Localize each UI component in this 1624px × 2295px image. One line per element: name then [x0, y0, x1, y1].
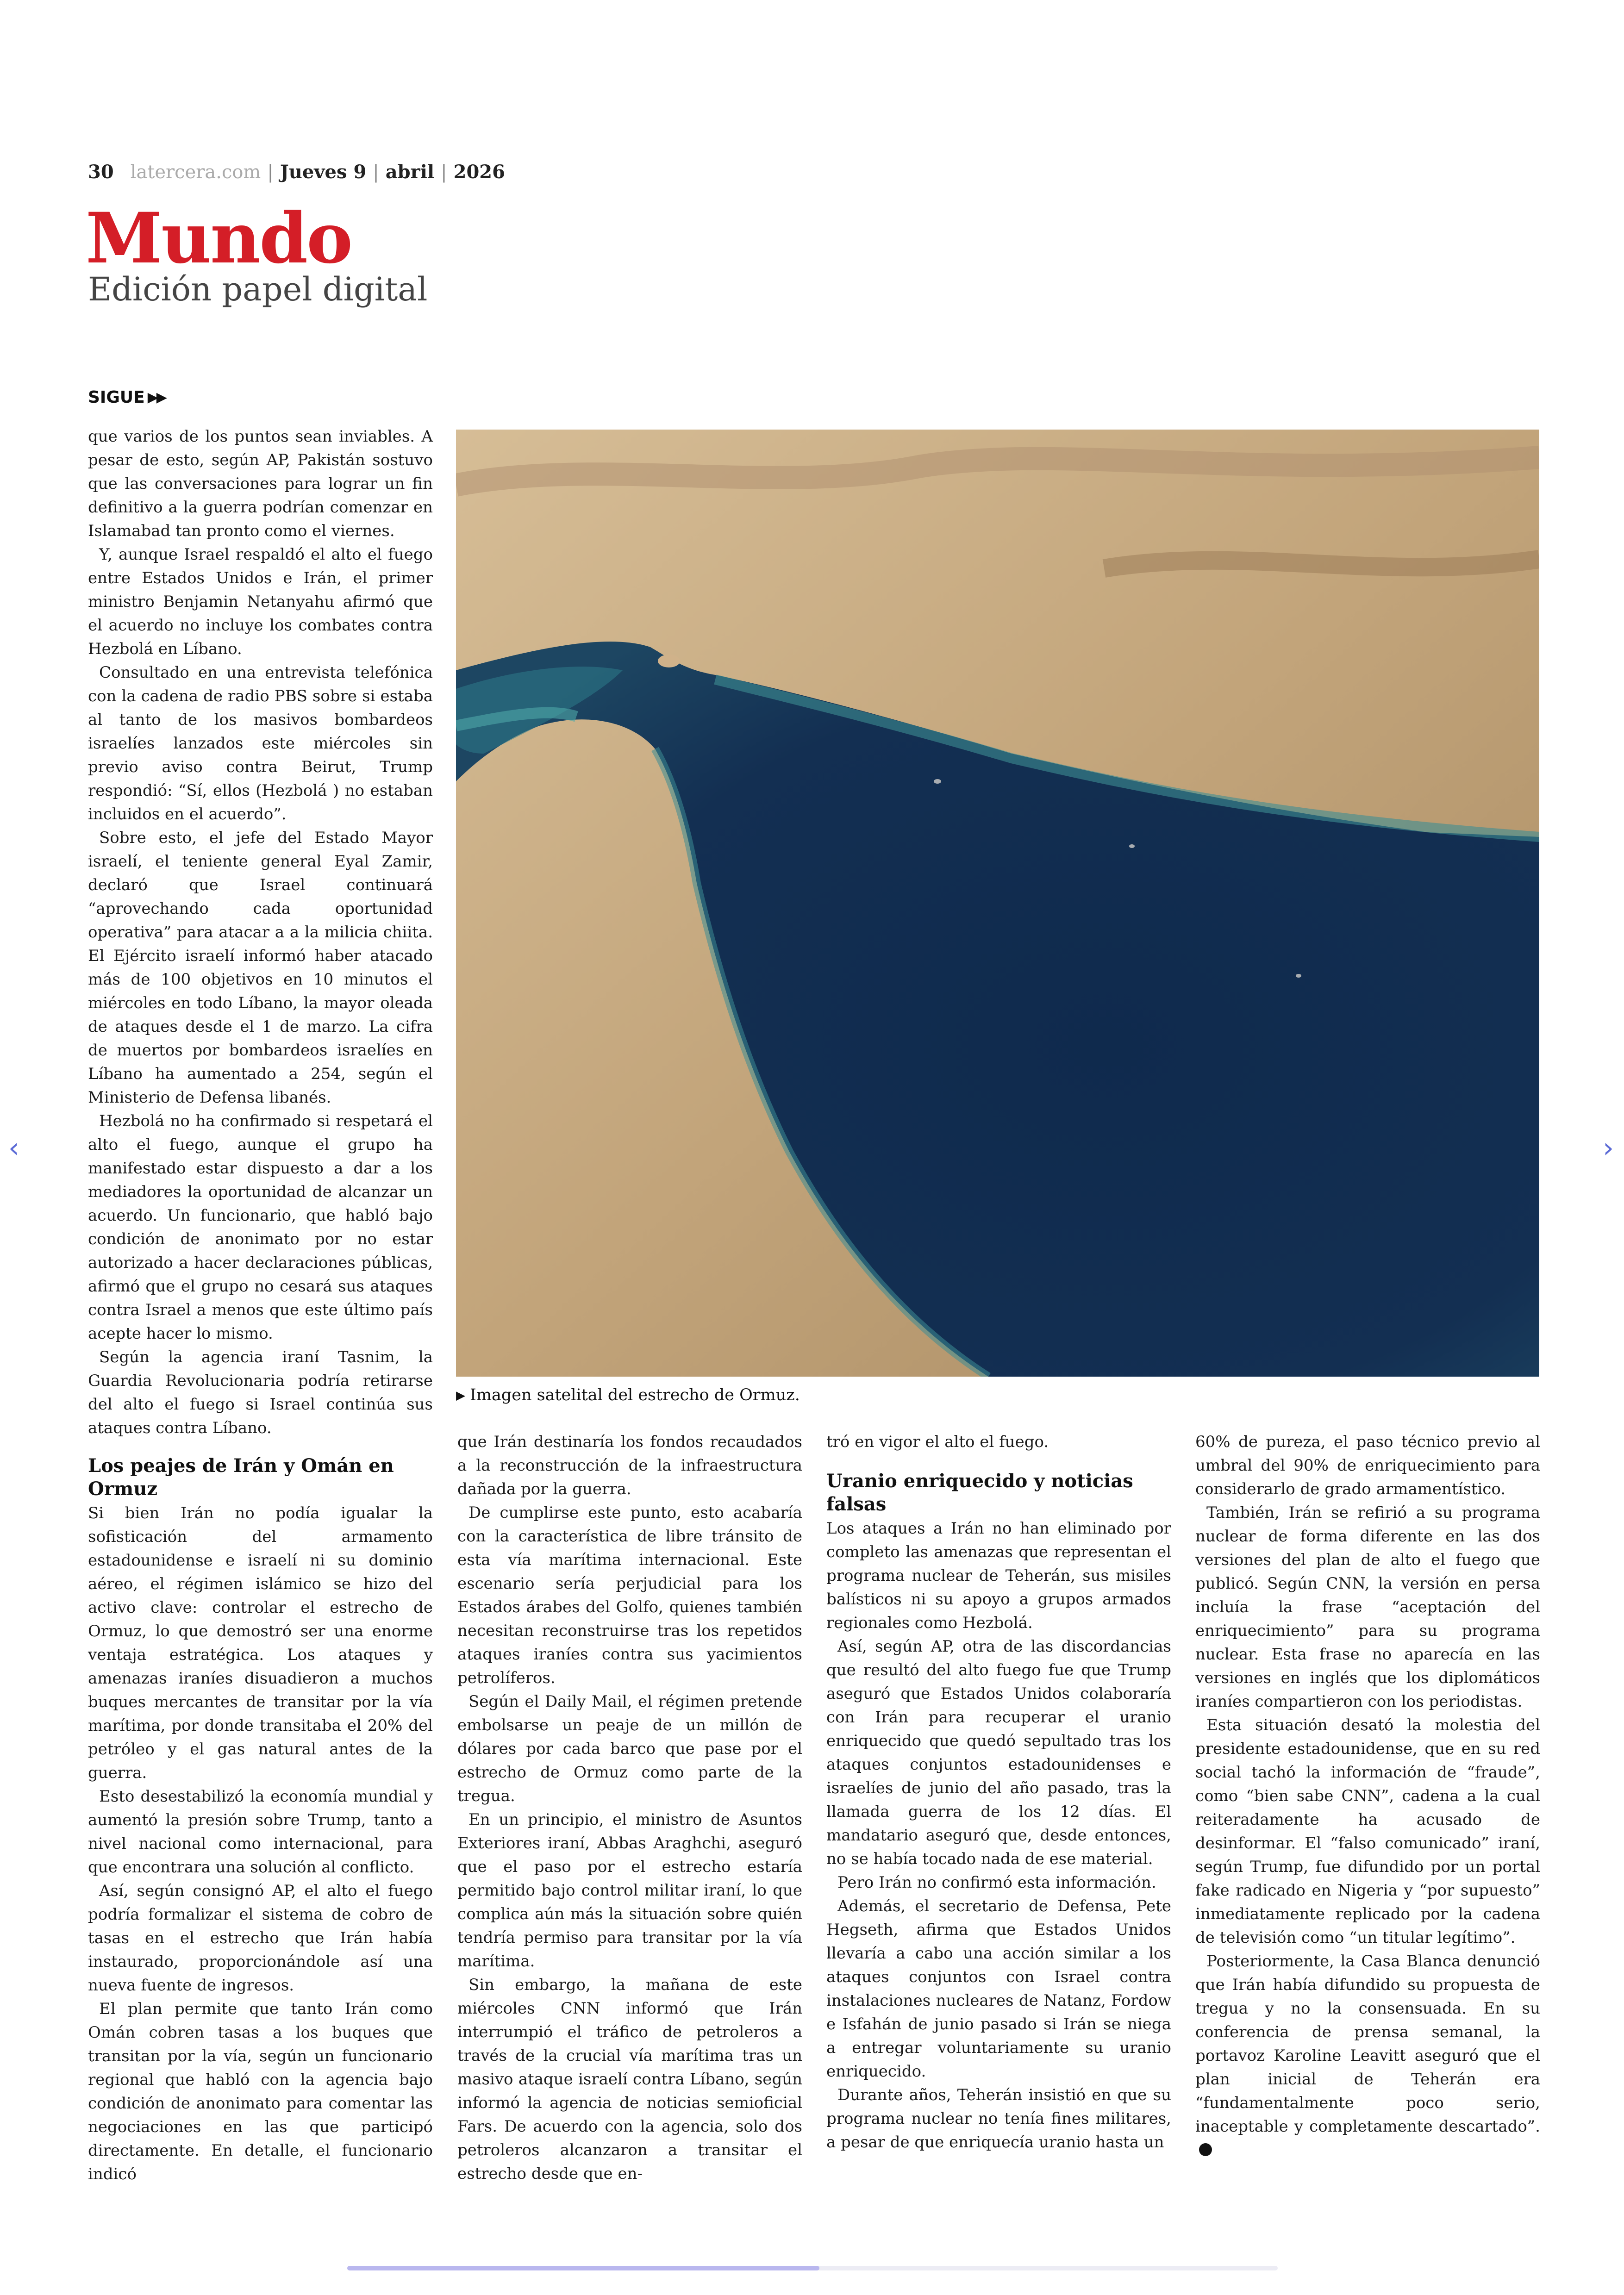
page-scroll-thumb[interactable]: [347, 2266, 819, 2270]
paragraph: Durante años, Teherán insistió en que su programa nuclear no tenía fines militares, a pesar de que enriquecía uranio hasta un: [826, 2086, 1171, 2152]
paragraph: Hezbolá no ha confirmado si respetará el alto el fuego, aunque el grupo ha manifestado estar dispuesto a dar a los mediadores la oportunidad de alcanzar un acuerdo. Un funcionario, que habló bajo condición de anonimato por no estar autorizado a hacer declaraciones públicas, afirmó que el grupo no cesará sus ataques contra Israel a menos que este último país acepte hacer lo mismo.: [88, 1112, 433, 1343]
paragraph: Según el Daily Mail, el régimen pretende embolsarse un peaje de un millón de dólares por cada barco que pase por el estrecho de Ormuz como parte de la tregua.: [457, 1692, 802, 1805]
paragraph: tró en vigor el alto el fuego.: [826, 1433, 1049, 1451]
paragraph: De cumplirse este punto, esto acabaría con la característica de libre tránsito de esta vía marítima internacional. Este escenario sería perjudicial para los Estados árabes del Golfo, quienes también necesitan reconstruirse tras los repetidos ataques iraníes contra sus yacimientos petrolíferos.: [457, 1503, 802, 1687]
site-name[interactable]: latercera.com: [130, 161, 261, 183]
paragraph: 60% de pureza, el paso técnico previo al umbral del 90% de enriquecimiento para considerarlo de grado armamentístico.: [1195, 1433, 1540, 1498]
paragraph: En un principio, el ministro de Asuntos Exteriores iraní, Abbas Araghchi, aseguró que el paso por el estrecho estaría permitido bajo control militar iraní, lo que complica aún más la situación sobre quién tendría permiso para transitar por la vía marítima.: [457, 1810, 802, 1971]
section-subtitle: Edición papel digital: [88, 270, 428, 308]
paragraph: que Irán destinaría los fondos recaudados a la reconstrucción de la infraestructura dañada por la guerra.: [457, 1433, 802, 1498]
paragraph: Según la agencia iraní Tasnim, la Guardia Revolucionaria podría retirarse del alto el fuego si Israel continúa sus ataques contra Líbano.: [88, 1348, 433, 1437]
caption-arrow-icon: ▶: [456, 1389, 465, 1403]
paragraph: Los ataques a Irán no han eliminado por completo las amenazas que representan el programa nuclear de Teherán, sus misiles balísticos ni su apoyo a grupos armados regionales como Hezbolá.: [826, 1519, 1171, 1632]
caption-text: Imagen satelital del estrecho de Ormuz.: [470, 1386, 800, 1404]
separator: |: [373, 161, 379, 183]
paragraph: Consultado en una entrevista telefónica con la cadena de radio PBS sobre si estaba al tanto de los masivos bombardeos israelíes lanzados este miércoles sin previo aviso contra Beirut, Trump respondió: “Sí, ellos (Hezbolá ) no estaban incluidos en el acuerdo”.: [88, 663, 433, 823]
paragraph: Sobre esto, el jefe del Estado Mayor israelí, el teniente general Eyal Zamir, declaró que Israel continuará “aprovechando cada oportunidad operativa” para atacar a a la milicia chiita. El Ejército israelí informó haber atacado más de 100 objetivos en 10 minutos el miércoles en todo Líbano, la mayor oleada de ataques desde el 1 de marzo. La cifra de muertos por bombardeos israelíes en Líbano ha aumentado a 254, según el Ministerio de Defensa libanés.: [88, 829, 433, 1107]
paragraph: Si bien Irán no podía igualar la sofisticación del armamento estadounidense e israelí ni su dominio aéreo, el régimen islámico se hizo del activo clave: controlar el estrecho de Ormuz, lo que demostró ser una enorme ventaja estratégica. Los ataques y amenazas iraníes disuadieron a muchos buques mercantes de transitar por la vía marítima, por donde transitaba el 20% del petróleo y el gas natural antes de la guerra.: [88, 1504, 433, 1782]
paragraph: Además, el secretario de Defensa, Pete Hegseth, afirma que Estados Unidos llevaría a cabo una acción similar a los ataques conjuntos con Israel contra instalaciones nucleares de Natanz, Fordow e Isfahán de junio pasado si Irán se niega a entregar voluntariamente su uranio enriquecido.: [826, 1897, 1171, 2081]
separator: |: [267, 161, 274, 183]
continues-label: [88, 388, 165, 407]
article-column-1-bottom: [88, 1454, 433, 2186]
double-arrow-icon: ▶▶: [147, 389, 165, 405]
paragraph: [1195, 1950, 1540, 2162]
paragraph: Esta situación desató la molestia del presidente estadounidense, que en su red social tachó la información de “fraude”, como “bien sabe CNN”, cadena a la cual reiteradamente ha acusado de desinformar. El “falso comunicado” iraní, según Trump, fue difundido por un portal fake radicado en Nigeria y “por supuesto” inmediatamente replicado por la cadena de televisión como “un titular legítimo”.: [1195, 1716, 1540, 1947]
separator: |: [441, 161, 447, 183]
section-title: Mundo: [86, 198, 352, 279]
page-header: [88, 161, 505, 183]
paragraph-text: Posteriormente, la Casa Blanca denunció que Irán había difundido su propuesta de tregua y no la consensuada. En su conferencia de prensa semanal, la portavoz Karoline Leavitt aseguró que el plan inicial de Teherán era “fundamentalmente poco serio, inaceptable y completamente descartado”.: [1195, 1952, 1540, 2136]
article-column-2: [457, 1430, 802, 2186]
end-mark-icon: [1199, 2143, 1212, 2156]
paragraph: El plan permite que tanto Irán como Omán cobren tasas a los buques que transitan por la vía, según un funcionario regional que habló con la agencia bajo condición de anonimato para comentar las negociaciones en las que participó directamente. En detalle, el funcionario indicó: [88, 2000, 433, 2183]
page-scroll-track[interactable]: [347, 2266, 1278, 2270]
paragraph: También, Irán se refirió a su programa nuclear de forma diferente en las dos versiones del plan de alto el fuego que publicó. Según CNN, la versión en persa incluía la frase “aceptación del enriquecimiento” para su programa nuclear. Esta frase no aparecía en las versiones en inglés que los diplomáticos iraníes compartieron con los periodistas.: [1195, 1503, 1540, 1711]
subheading: Uranio enriquecido y noticias falsas: [826, 1470, 1133, 1515]
strait-of-hormuz-image: [456, 430, 1539, 1377]
paragraph: Sin embargo, la mañana de este miércoles CNN informó que Irán interrumpió el tráfico de petroleros a través de la crucial vía marítima tras un masivo ataque israelí contra Líbano, según informó la agencia de noticias semioficial Fars. De acuerdo con la agencia, solo dos petroleros alcanzaron a transitar el estrecho desde que en-: [457, 1976, 802, 2183]
article-column-4: [1195, 1430, 1540, 2162]
subheading: Los peajes de Irán y Omán en Ormuz: [88, 1455, 394, 1500]
paragraph: Así, según consignó AP, el alto el fuego podría formalizar el sistema de cobro de tasas en el estrecho que Irán había instaurado, proporcionándole así una nueva fuente de ingresos.: [88, 1882, 433, 1995]
satellite-photo: [456, 430, 1539, 1377]
paragraph: Pero Irán no confirmó esta información.: [837, 1873, 1156, 1892]
paragraph: Esto desestabilizó la economía mundial y aumentó la presión sobre Trump, tanto a nivel nacional como internacional, para que encontrara una solución al conflicto.: [88, 1787, 433, 1877]
paragraph: que varios de los puntos sean inviables. A pesar de esto, según AP, Pakistán sostuvo que las conversaciones para lograr un fin definitivo a la guerra podrían comenzar en Islamabad tan pronto como el viernes.: [88, 427, 433, 540]
article-column-1: [88, 425, 433, 1440]
date-weekday: Jueves 9: [280, 161, 367, 183]
photo-caption: [456, 1386, 800, 1404]
continues-text: SIGUE: [88, 388, 145, 407]
previous-page-button[interactable]: ‹: [8, 1132, 19, 1164]
paragraph: Y, aunque Israel respaldó el alto el fuego entre Estados Unidos e Irán, el primer ministro Benjamin Netanyahu afirmó que el acuerdo no incluye los combates contra Hezbolá en Líbano.: [88, 545, 433, 658]
paragraph: Así, según AP, otra de las discordancias que resultó del alto fuego fue que Trump aseguró que Estados Unidos colaboraría con Irán para recuperar el uranio enriquecido que quedó sepultado tras los ataques conjuntos estadounidenses e israelíes de junio del año pasado, tras la llamada guerra de los 12 días. El mandatario aseguró que, desde entonces, no se había tocado nada de ese material.: [826, 1637, 1171, 1868]
next-page-button[interactable]: ›: [1603, 1132, 1614, 1164]
date-year: 2026: [453, 161, 505, 183]
article-column-3: [826, 1430, 1171, 2154]
page-number: 30: [88, 161, 114, 183]
date-month: abril: [385, 161, 435, 183]
